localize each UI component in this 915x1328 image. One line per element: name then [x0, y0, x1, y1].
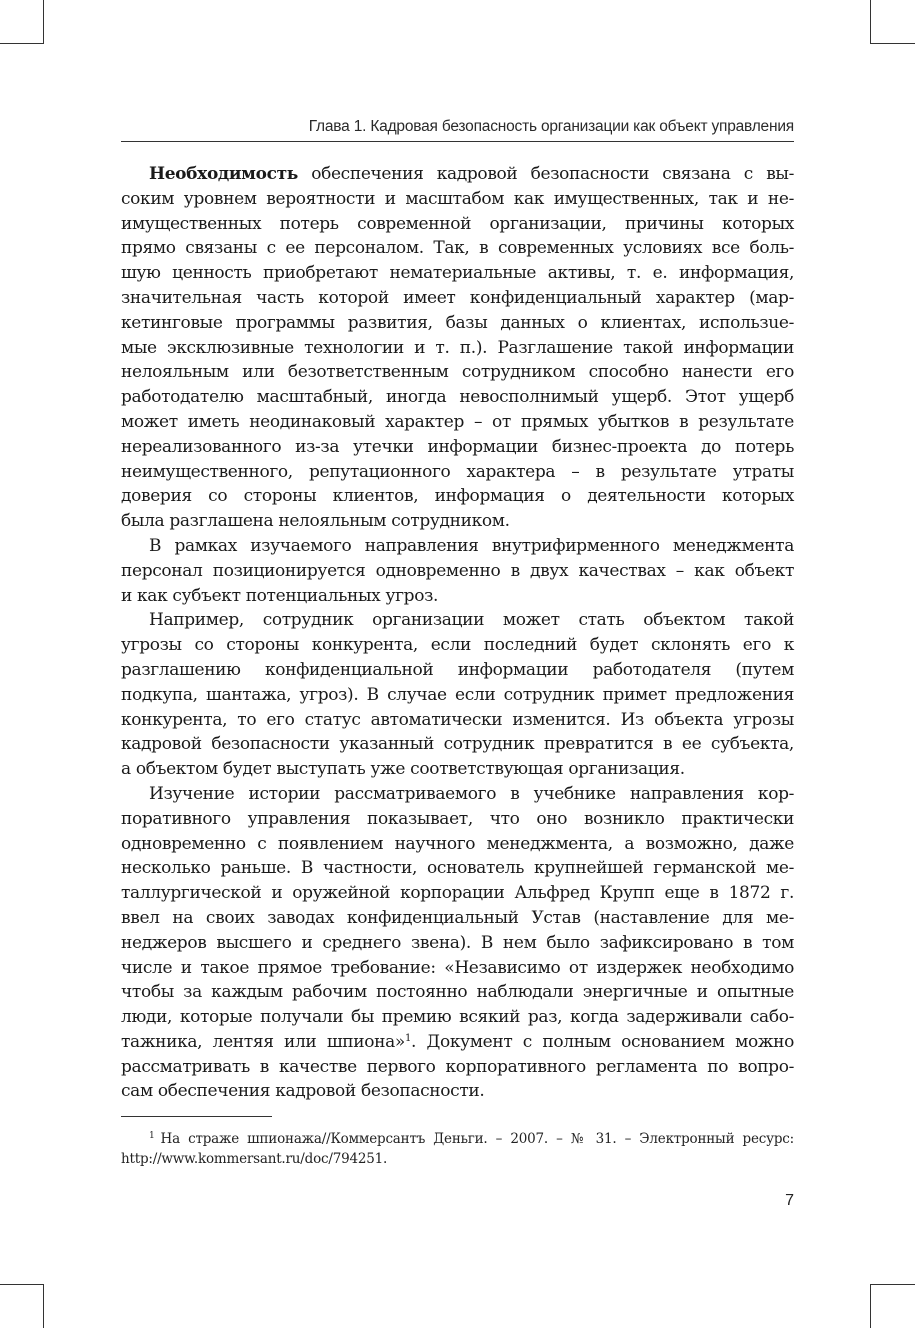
- text-line: нереализованного из-за утечки информации бизнес-проекта до потерь: [121, 436, 794, 457]
- crop-mark-bottom-left-h: [0, 1284, 44, 1285]
- text-line: работодателю масштабный, иногда невосполнимый ущерб. Этот ущерб: [121, 387, 794, 408]
- crop-mark-bottom-right-h: [871, 1284, 915, 1285]
- text-line: может иметь неодинаковый характер – от прямых убытков в результате: [121, 411, 794, 432]
- text-line: поративного управления показывает, что оно возникло практически: [121, 808, 794, 829]
- text-line: неимущественного, репутационного характера – в результате утраты: [121, 461, 794, 482]
- text-line: В рамках изучаемого направления внутрифирменного менеджмента: [149, 535, 794, 556]
- text-line: угрозы со стороны конкурента, если последний будет склонять его к: [121, 635, 794, 656]
- text-line: доверия со стороны клиентов, информация о деятельности которых: [121, 486, 794, 507]
- text-line: кетинговые программы развития, базы данных о клиентах, использue-: [121, 312, 794, 333]
- crop-mark-top-right-h: [871, 43, 915, 44]
- text-line: подкупа, шантажа, угроз). В случае если сотрудник примет предложения: [121, 684, 794, 705]
- running-header: Глава 1. Кадровая безопасность организации как объект управления: [308, 118, 794, 135]
- text-line: неджеров высшего и среднего звена). В нем было зафиксировано в том: [121, 932, 794, 953]
- text-line: таллургической и оружейной корпорации Альфред Крупп еще в 1872 г.: [121, 883, 794, 904]
- crop-mark-top-left-h: [0, 43, 44, 44]
- footnote-reference[interactable]: 1: [404, 1032, 411, 1044]
- footnote-line: $^1$ На страже шпионажа//Коммерсантъ Деньги. – 2007. – № 31. – Электронный ресурс:: [149, 1131, 794, 1147]
- text-line: тажника, лентяя или шпиона»$^1$. Документ с полным основанием можно: [121, 1031, 794, 1052]
- text-line: чтобы за каждым рабочим постоянно наблюдали энергичные и опытные: [121, 982, 794, 1003]
- paragraph-2: [121, 534, 794, 608]
- text-line: числе и такое прямое требование: «Независимо от издержек необходимо: [121, 957, 794, 978]
- paragraph-4: [121, 782, 794, 1104]
- crop-mark-bottom-left: [43, 1284, 44, 1328]
- text-line: Необходимость обеспечения кадровой безопасности связана с вы-: [149, 164, 794, 184]
- header-rule: [121, 141, 794, 142]
- text-line: была разглашена нелояльным сотрудником.: [121, 511, 510, 532]
- text-line: разглашению конфиденциальной информации работодателя (путем: [121, 659, 794, 680]
- text-line: рассматривать в качестве первого корпоративного регламента по вопро-: [121, 1056, 794, 1077]
- crop-mark-top-right: [870, 0, 871, 44]
- text-line: кадровой безопасности указанный сотрудник превратится в ее субъекта,: [121, 734, 794, 755]
- footnote-url[interactable]: http://www.kommersant.ru/doc/794251.: [121, 1151, 388, 1167]
- text-line: а объектом будет выступать уже соответствующая организация.: [121, 759, 685, 780]
- text-line: прямо связаны с ее персоналом. Так, в современных условиях все боль-: [121, 238, 794, 259]
- text-line: значительная часть которой имеет конфиденциальный характер (мар-: [121, 287, 794, 308]
- emphasis-term: Необходимость: [149, 164, 298, 184]
- paragraph-1: [121, 162, 794, 534]
- text-line: несколько раньше. В частности, основатель крупнейшей германской ме-: [121, 858, 794, 879]
- body-text: [121, 162, 794, 1104]
- text-line: Например, сотрудник организации может стать объектом такой: [149, 610, 794, 631]
- page-number: 7: [785, 1192, 794, 1209]
- footnotes: [121, 1130, 794, 1168]
- text-line: нелояльным или безответственным сотрудником способно нанести его: [121, 362, 794, 383]
- text-line: ввел на своих заводах конфиденциальный Устав (наставление для ме-: [121, 907, 794, 928]
- text-line: одновременно с появлением научного менеджмента, а возможно, даже: [121, 833, 794, 854]
- text-line: персонал позиционируется одновременно в двух качествах – как объект: [121, 560, 794, 581]
- text-line: Изучение истории рассматриваемого в учебнике направления кор-: [149, 783, 794, 804]
- footnote-mark: 1: [149, 1131, 155, 1141]
- text-line: соким уровнем вероятности и масштабом как имущественных, так и не-: [121, 188, 794, 209]
- text-line: конкурента, то его статус автоматически изменится. Из объекта угрозы: [121, 709, 794, 730]
- text-line: шую ценность приобретают нематериальные активы, т. е. информация,: [121, 263, 794, 284]
- crop-mark-top-left: [43, 0, 44, 44]
- text-line: и как субъект потенциальных угроз.: [121, 585, 439, 606]
- text-line: мые эксклюзивные технологии и т. п.). Разглашение такой информации: [121, 337, 794, 358]
- text-line: сам обеспечения кадровой безопасности.: [121, 1081, 485, 1102]
- text-line: имущественных потерь современной организации, причины которых: [121, 213, 794, 234]
- crop-mark-bottom-right: [870, 1284, 871, 1328]
- paragraph-3: [121, 608, 794, 782]
- footnote-rule: [121, 1116, 272, 1117]
- text-line: люди, которые получали бы премию всякий раз, когда задерживали сабо-: [121, 1007, 794, 1028]
